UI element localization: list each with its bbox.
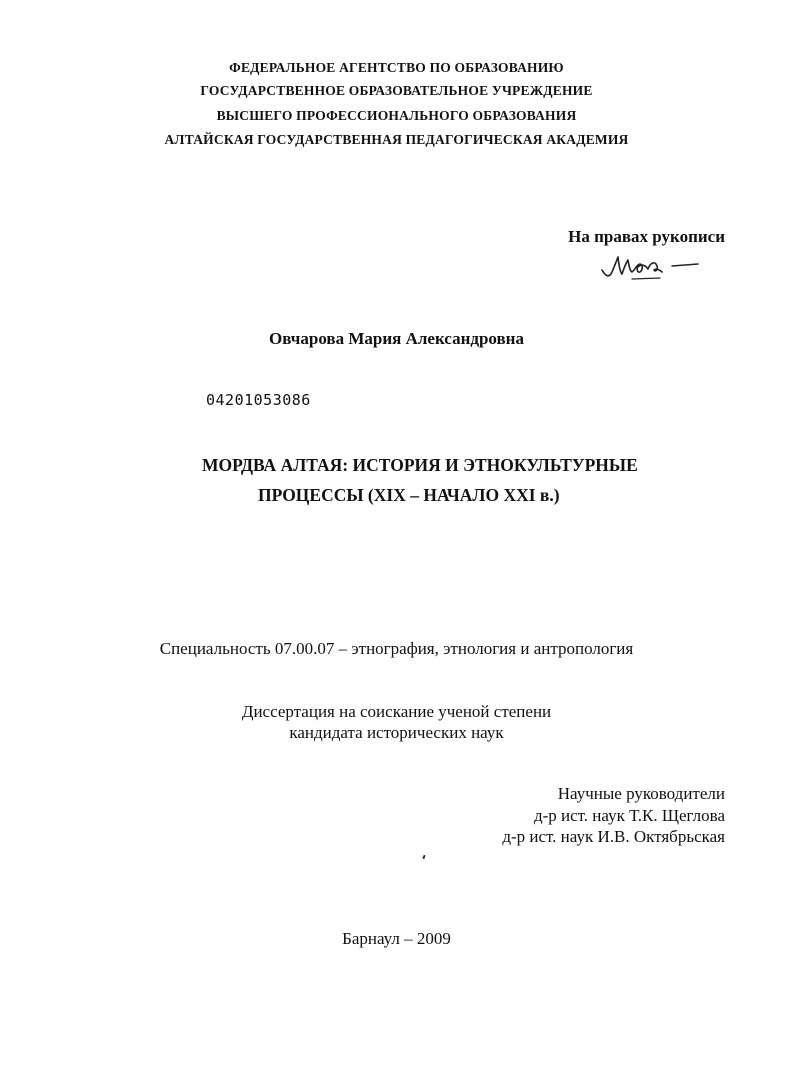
signature-mark (598, 248, 703, 288)
registration-code: 04201053086 (206, 391, 311, 409)
specialty: Специальность 07.00.07 – этнография, этнология и антропология (159, 639, 634, 658)
org-line-2: ГОСУДАРСТВЕННОЕ ОБРАЗОВАТЕЛЬНОЕ УЧРЕЖДЕНИЕ (200, 83, 593, 98)
degree-line-2: кандидата исторических наук (289, 723, 504, 742)
degree-line-1: Диссертация на соискание ученой степени (241, 702, 552, 721)
scan-speck (422, 855, 425, 859)
org-line-3: ВЫСШЕГО ПРОФЕССИОНАЛЬНОГО ОБРАЗОВАНИЯ (216, 108, 577, 123)
author-name: Овчарова Мария Александровна (269, 329, 524, 348)
title-line-2: ПРОЦЕССЫ (XIX – НАЧАЛО XXI в.) (258, 485, 560, 505)
supervisors-heading: Научные руководители (557, 784, 725, 803)
title-line-1: МОРДВА АЛТАЯ: ИСТОРИЯ И ЭТНОКУЛЬТУРНЫЕ (202, 455, 638, 475)
place-year: Барнаул – 2009 (342, 929, 451, 948)
org-line-1: ФЕДЕРАЛЬНОЕ АГЕНТСТВО ПО ОБРАЗОВАНИЮ (229, 60, 564, 75)
manuscript-note: На правах рукописи (568, 227, 725, 246)
org-line-4: АЛТАЙСКАЯ ГОСУДАРСТВЕННАЯ ПЕДАГОГИЧЕСКАЯ АКАДЕМИЯ (164, 132, 629, 147)
supervisor-1: д-р ист. наук Т.К. Щеглова (533, 806, 725, 825)
supervisor-2: д-р ист. наук И.В. Октябрьская (502, 827, 725, 846)
